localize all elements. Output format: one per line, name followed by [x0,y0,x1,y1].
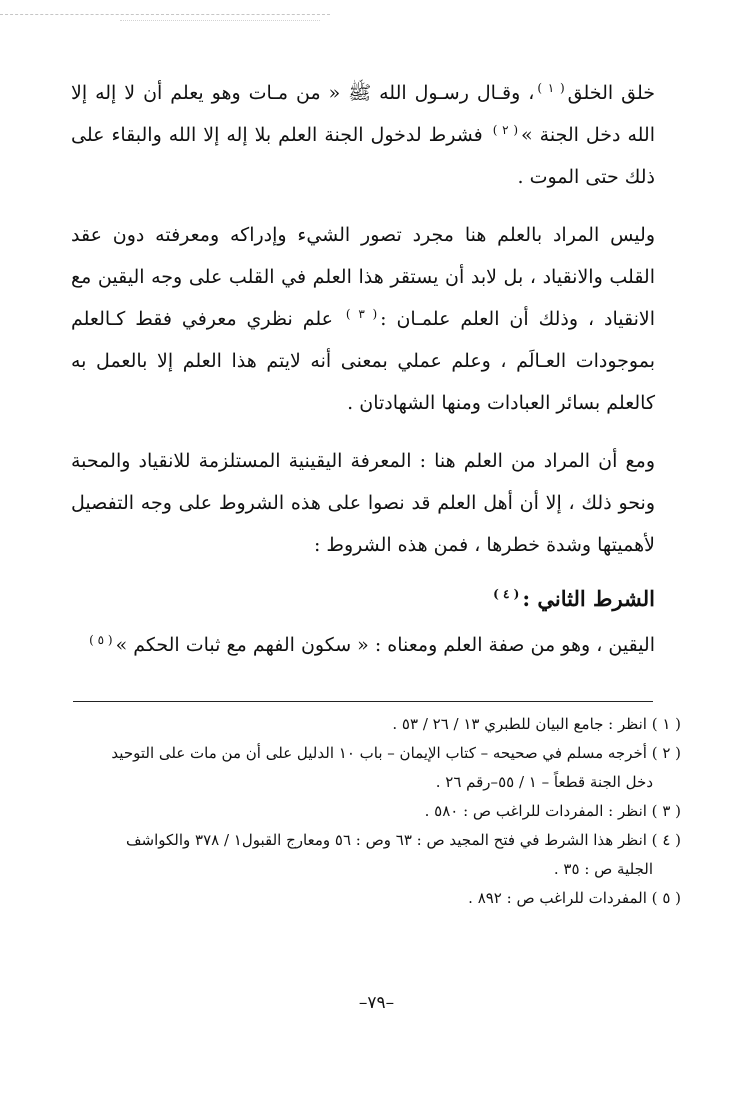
section-heading-text: الشرط الثاني : [522,586,655,611]
page-number: –٧٩– [358,993,395,1013]
footnote-ref-2[interactable]: ( ٢ ) [492,122,519,137]
paragraph-1-text-b: ، وقـال رسـول الله ﷺ « من مـات وهو يعلم أن لا إله إلا الله دخل الجنة » [71,82,655,146]
paragraph-2 [71,214,655,424]
paragraph-3 [71,440,655,566]
definition-text: اليقين ، وهو من صفة العلم ومعناه : « سكون الفهم مع ثبات الحكم » [115,634,655,656]
footnote-4: ( ٤ ) انظر هذا الشرط في فتح المجيد ص : ٦٣ وص : ٥٦ ومعارج القبول١ / ٣٧٨ والكواشف [125,831,681,849]
footnote-ref-3[interactable]: ( ٣ ) [345,306,378,321]
footnote-2-continuation: دخل الجنة قطعاً – ١ / ٥٥–رقم ٢٦ . [435,773,653,791]
section-heading [71,578,655,620]
footnote-3: ( ٣ ) انظر : المفردات للراغب ص : ٥٨٠ . [424,802,681,820]
paragraph-1-text-a: خلق الخلق [567,82,655,104]
paragraph-1-text-c: فشرط لدخول الجنة العلم بلا إله إلا الله والبقاء على ذلك حتى الموت . [71,124,655,188]
paragraph-1 [71,72,655,198]
paragraph-3-text: ومع أن المراد من العلم هنا : المعرفة اليقينية المستلزمة للانقياد والمحبة ونحو ذلك ، إلا أن أهل العلم قد نصوا على هذه الشروط على وجه التفصيل لأهميتها وشدة خطرها ، فمن هذه الشروط : [71,450,655,556]
scan-artifact-line [120,20,320,21]
footnote-ref-1[interactable]: ( ١ ) [537,80,565,95]
paragraph-2-text-a: وليس المراد بالعلم هنا مجرد تصور الشيء وإدراكه ومعرفته دون عقد القلب والانقياد ، بل لابد أن يستقر هذا العلم في القلب على وجه اليقين مع الانقياد ، وذلك أن العلم علمـان : [71,224,656,330]
scan-artifact-line [0,14,330,15]
footnote-1: ( ١ ) انظر : جامع البيان للطبري ١٣ / ٢٦ / ٥٣ . [392,715,681,733]
footnote-ref-5[interactable]: ( ٥ ) [89,632,113,647]
footnote-4-continuation: الجلية ص : ٣٥ . [553,860,653,878]
footnotes [69,710,681,913]
definition-line [71,624,655,666]
footnote-5: ( ٥ ) المفردات للراغب ص : ٨٩٢ . [468,889,681,907]
footnote-separator [73,701,653,702]
main-text [71,72,655,666]
paragraph-2-text-b: علم نظري معرفي فقط كـالعلم بموجودات العـالَم ، وعلم عملي بمعنى أنه لايتم هذا العلم إلا بالعمل به كالعلم بسائر العبادات ومنها الشهادتان . [71,308,655,414]
footnote-2: ( ٢ ) أخرجه مسلم في صحيحه – كتاب الإيمان – باب ١٠ الدليل على أن من مات على التوحيد [111,744,681,762]
footnote-ref-4[interactable]: ( ٤ ) [493,587,520,601]
